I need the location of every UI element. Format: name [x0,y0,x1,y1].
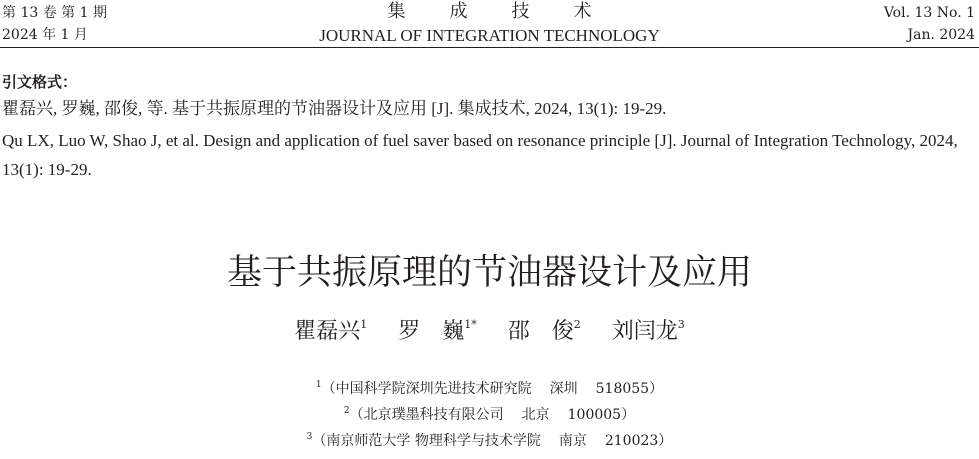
author [508,319,581,344]
date-en: Jan. 2024 [907,27,975,43]
affiliation [0,402,979,428]
citation-block [2,72,977,184]
author-affiliation-mark: 3 [677,318,685,331]
affiliation-mark: 1 [315,380,322,390]
affiliation-city: 南京 [558,433,587,449]
affiliation-city: 北京 [521,407,550,423]
affiliation-postcode: 518055） [595,381,664,397]
header-right [884,2,975,46]
affiliation [0,376,979,402]
affiliation-postcode: 210023） [604,433,673,449]
affiliation-org: （南京师范大学 物理科学与技术学院 [312,433,541,449]
citation-label: 引文格式： [2,73,78,91]
author-affiliation-mark: 1 [360,318,368,331]
affiliation-org: （北京璞墨科技有限公司 [349,407,504,423]
journal-name-en: JOURNAL OF INTEGRATION TECHNOLOGY [319,26,660,45]
author-affiliation-mark: 2 [573,318,581,331]
citation-en: Qu LX, Luo W, Shao J, et al. Design and application of fuel saver based on resonance principle [J]. Journal of Integration Technology, 2024, 13(1): 19-29. [2,131,958,179]
author [612,319,685,344]
volume-issue-cn: 第 13 卷 第 1 期 [2,5,107,21]
header-center [0,0,979,48]
affiliation-city: 深圳 [549,381,578,397]
citation-cn: 瞿磊兴, 罗巍, 邵俊, 等. 基于共振原理的节油器设计及应用 [J]. 集成技术, 2024, 13(1): 19-29. [2,99,667,118]
journal-header [0,0,979,47]
author-affiliation-mark: 1* [464,318,477,331]
affiliation [0,428,979,454]
author-name: 邵 俊 [507,319,574,344]
paper-title: 基于共振原理的节油器设计及应用 [226,253,752,293]
affiliation-org: （中国科学院深圳先进技术研究院 [321,381,532,397]
affiliation-postcode: 100005） [567,407,636,423]
affiliation-mark: 2 [343,406,350,416]
author-name: 罗 巍 [398,319,465,344]
author-name: 瞿磊兴 [294,319,361,344]
journal-name-cn: 集成技术 [387,1,636,22]
affiliation-list [0,376,979,454]
author-list [0,316,979,348]
header-rule [0,47,979,48]
author [398,319,477,344]
volume-issue-en: Vol. 13 No. 1 [883,5,975,21]
affiliation-mark: 3 [306,432,313,442]
author-name: 刘闫龙 [611,319,678,344]
author [294,319,367,344]
date-cn: 2024 年 1 月 [2,27,88,43]
